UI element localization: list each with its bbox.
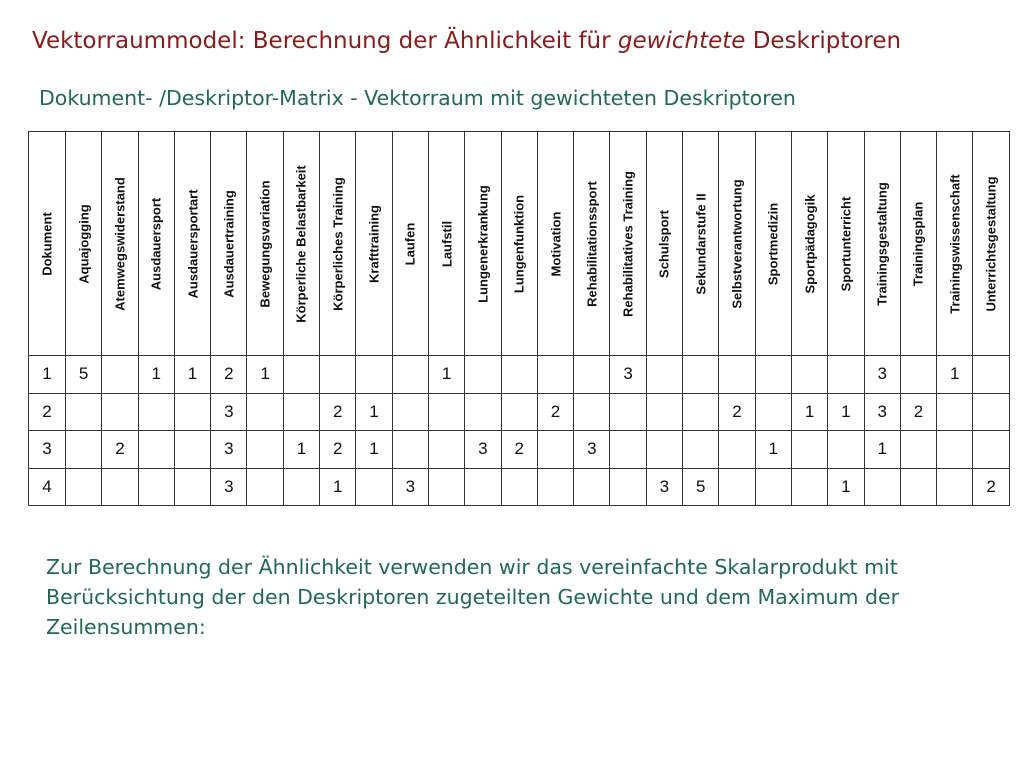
weight-cell (646, 393, 682, 431)
weight-cell (428, 431, 464, 469)
descriptor-label: Sekundarstufe II (693, 192, 709, 295)
descriptor-label: Aquajogging (76, 203, 92, 284)
header-cell-lungenfunktion (501, 132, 537, 356)
header-cell-koerperliches-training (320, 132, 356, 356)
weight-cell (900, 356, 936, 394)
weight-cell (356, 468, 392, 506)
weight-cell (501, 356, 537, 394)
weight-cell (937, 431, 973, 469)
header-cell-sportmedizin (755, 132, 791, 356)
weight-cell (828, 431, 864, 469)
weight-cell (864, 468, 900, 506)
document-id-cell: 3 (29, 431, 66, 469)
document-id-cell: 2 (29, 393, 66, 431)
descriptor-label: Laufstil (439, 220, 455, 267)
header-cell-laufstil (428, 132, 464, 356)
weight-cell: 3 (864, 356, 900, 394)
weight-cell (102, 356, 138, 394)
explanation-text: Zur Berechnung der Ähnlichkeit verwenden wir das vereinfachte Skalarprodukt mit Berücksichtung der den Deskriptoren zugeteilten Gewichte und dem Maximum der Zeilensummen: (46, 555, 900, 639)
weight-cell (900, 468, 936, 506)
weight-cell (537, 356, 573, 394)
weight-cell: 1 (283, 431, 319, 469)
header-cell-selbstverantwortung (719, 132, 755, 356)
weight-cell (755, 356, 791, 394)
weight-cell: 1 (428, 356, 464, 394)
weight-cell (719, 468, 755, 506)
header-cell-dokument (29, 132, 66, 356)
header-cell-koerperliche-belastbarkeit (283, 132, 319, 356)
descriptor-label: Krafttraining (366, 204, 382, 283)
weight-cell (791, 356, 827, 394)
weight-cell (828, 356, 864, 394)
weight-cell: 2 (211, 356, 247, 394)
weight-cell: 3 (211, 468, 247, 506)
weight-cell: 1 (320, 468, 356, 506)
weight-cell: 2 (719, 393, 755, 431)
weight-cell: 1 (828, 393, 864, 431)
title-emphasis: gewichtete (617, 28, 746, 54)
descriptor-label: Motivation (548, 211, 563, 276)
weight-cell: 1 (937, 356, 973, 394)
header-cell-motivation (537, 132, 573, 356)
header-cell-laufen (392, 132, 428, 356)
header-label-dokument: Dokument (39, 211, 55, 276)
weight-cell: 3 (864, 393, 900, 431)
weight-cell (791, 431, 827, 469)
weight-cell (465, 468, 501, 506)
weight-cell (465, 356, 501, 394)
weight-cell: 3 (211, 431, 247, 469)
weight-cell (66, 393, 102, 431)
weight-cell: 5 (66, 356, 102, 394)
weight-cell (247, 393, 283, 431)
descriptor-label: Körperliches Training (330, 176, 346, 311)
header-cell-atemwegswiderstand (102, 132, 138, 356)
descriptor-label: Rehabilitationssport (584, 180, 600, 307)
weight-cell (320, 356, 356, 394)
weight-cell: 2 (501, 431, 537, 469)
weight-cell: 3 (465, 431, 501, 469)
descriptor-label: Körperliche Belastbarkeit (293, 164, 309, 323)
weight-cell (138, 468, 174, 506)
header-cell-unterrichtsgestaltung (973, 132, 1009, 356)
header-cell-sportpaedagogik (791, 132, 827, 356)
weight-cell (574, 468, 610, 506)
weight-cell (392, 431, 428, 469)
weight-cell: 1 (174, 356, 210, 394)
weight-cell (610, 468, 646, 506)
weight-cell (791, 468, 827, 506)
weight-cell: 2 (320, 431, 356, 469)
table-row (29, 356, 1010, 394)
header-cell-lungenerkrankung (465, 132, 501, 356)
weight-cell (683, 356, 719, 394)
descriptor-label: Schulsport (656, 209, 672, 278)
document-id-cell: 1 (29, 356, 66, 394)
weight-cell (501, 468, 537, 506)
weight-cell (973, 393, 1009, 431)
weight-cell (392, 393, 428, 431)
descriptor-label: Lungenfunktion (511, 194, 527, 293)
weight-cell (610, 393, 646, 431)
matrix-body (29, 356, 1010, 506)
weight-cell (683, 393, 719, 431)
header-cell-ausdauersport (138, 132, 174, 356)
document-id-cell: 4 (29, 468, 66, 506)
weight-cell (755, 468, 791, 506)
descriptor-label: Rehabilitatives Training (620, 170, 636, 317)
header-cell-trainingsplan (900, 132, 936, 356)
weight-cell: 1 (828, 468, 864, 506)
weight-cell (138, 393, 174, 431)
header-cell-trainingswissenschaft (937, 132, 973, 356)
page-subtitle: Dokument- /Deskriptor-Matrix - Vektorraum mit gewichteten Deskriptoren (39, 86, 796, 110)
header-cell-sportunterricht (828, 132, 864, 356)
weight-cell (937, 468, 973, 506)
weight-cell: 1 (138, 356, 174, 394)
header-cell-trainingsgestaltung (864, 132, 900, 356)
descriptor-label: Sportmedizin (765, 202, 781, 285)
descriptor-label: Atemwegswiderstand (112, 176, 128, 311)
weight-cell: 1 (791, 393, 827, 431)
header-cell-ausdauertraining (211, 132, 247, 356)
weight-cell: 1 (864, 431, 900, 469)
weight-cell (138, 431, 174, 469)
descriptor-label: Trainingsplan (910, 201, 926, 286)
descriptor-label: Ausdauersport (148, 197, 164, 290)
header-cell-sekundarstufe-ii (683, 132, 719, 356)
weight-cell: 2 (102, 431, 138, 469)
weight-cell (247, 431, 283, 469)
header-cell-bewegungsvariation (247, 132, 283, 356)
header-cell-aquajogging (66, 132, 102, 356)
weight-cell (102, 393, 138, 431)
header-cell-krafttraining (356, 132, 392, 356)
weight-cell: 2 (320, 393, 356, 431)
weight-cell (719, 356, 755, 394)
weight-cell (646, 356, 682, 394)
weight-cell (428, 468, 464, 506)
weight-cell (574, 393, 610, 431)
document-descriptor-matrix (28, 131, 1010, 506)
descriptor-label: Sportunterricht (838, 196, 854, 291)
weight-cell: 3 (646, 468, 682, 506)
weight-cell (428, 393, 464, 431)
descriptor-label: Trainingsgestaltung (874, 181, 890, 306)
descriptor-label: Bewegungsvariation (257, 179, 273, 308)
weight-cell: 5 (683, 468, 719, 506)
weight-cell (501, 393, 537, 431)
descriptor-label: Lungenerkrankung (475, 184, 491, 303)
weight-cell (174, 393, 210, 431)
table-row (29, 468, 1010, 506)
weight-cell: 1 (356, 393, 392, 431)
title-prefix: Vektorraummodel: Berechnung der Ähnlichkeit für (32, 28, 618, 54)
weight-cell: 3 (392, 468, 428, 506)
header-cell-ausdauersportart (174, 132, 210, 356)
weight-cell: 2 (537, 393, 573, 431)
weight-cell: 3 (211, 393, 247, 431)
weight-cell (683, 431, 719, 469)
weight-cell (973, 356, 1009, 394)
weight-cell (719, 431, 755, 469)
weight-cell: 1 (755, 431, 791, 469)
weight-cell (755, 393, 791, 431)
weight-cell (646, 431, 682, 469)
weight-cell (66, 431, 102, 469)
weight-cell (356, 356, 392, 394)
weight-cell (937, 393, 973, 431)
weight-cell (465, 393, 501, 431)
weight-cell (900, 431, 936, 469)
weight-cell (537, 431, 573, 469)
weight-cell: 2 (973, 468, 1009, 506)
descriptor-label: Sportpädagogik (802, 194, 818, 293)
weight-cell: 3 (610, 356, 646, 394)
table-row (29, 431, 1010, 469)
header-cell-schulsport (646, 132, 682, 356)
weight-cell (102, 468, 138, 506)
header-cell-rehabilitatives-training (610, 132, 646, 356)
descriptor-label: Selbstverantwortung (729, 178, 745, 309)
descriptor-label: Trainingswissenschaft (947, 173, 963, 314)
header-cell-rehabilitationssport (574, 132, 610, 356)
weight-cell (610, 431, 646, 469)
descriptor-label: Unterrichtsgestaltung (983, 175, 999, 312)
descriptor-label: Laufen (402, 222, 418, 265)
weight-cell (973, 431, 1009, 469)
weight-cell (283, 468, 319, 506)
title-suffix: Deskriptoren (745, 28, 902, 54)
weight-cell: 1 (356, 431, 392, 469)
weight-cell (66, 468, 102, 506)
weight-cell (392, 356, 428, 394)
page-title (32, 28, 901, 54)
weight-cell (247, 468, 283, 506)
weight-cell: 2 (900, 393, 936, 431)
table-row (29, 393, 1010, 431)
descriptor-label: Ausdauersportart (185, 188, 201, 299)
descriptor-label: Ausdauertraining (221, 189, 237, 298)
weight-cell (174, 431, 210, 469)
weight-cell (174, 468, 210, 506)
weight-cell: 3 (574, 431, 610, 469)
matrix-header-row (29, 132, 1010, 356)
weight-cell (283, 393, 319, 431)
weight-cell (283, 356, 319, 394)
weight-cell (574, 356, 610, 394)
weight-cell (537, 468, 573, 506)
weight-cell: 1 (247, 356, 283, 394)
